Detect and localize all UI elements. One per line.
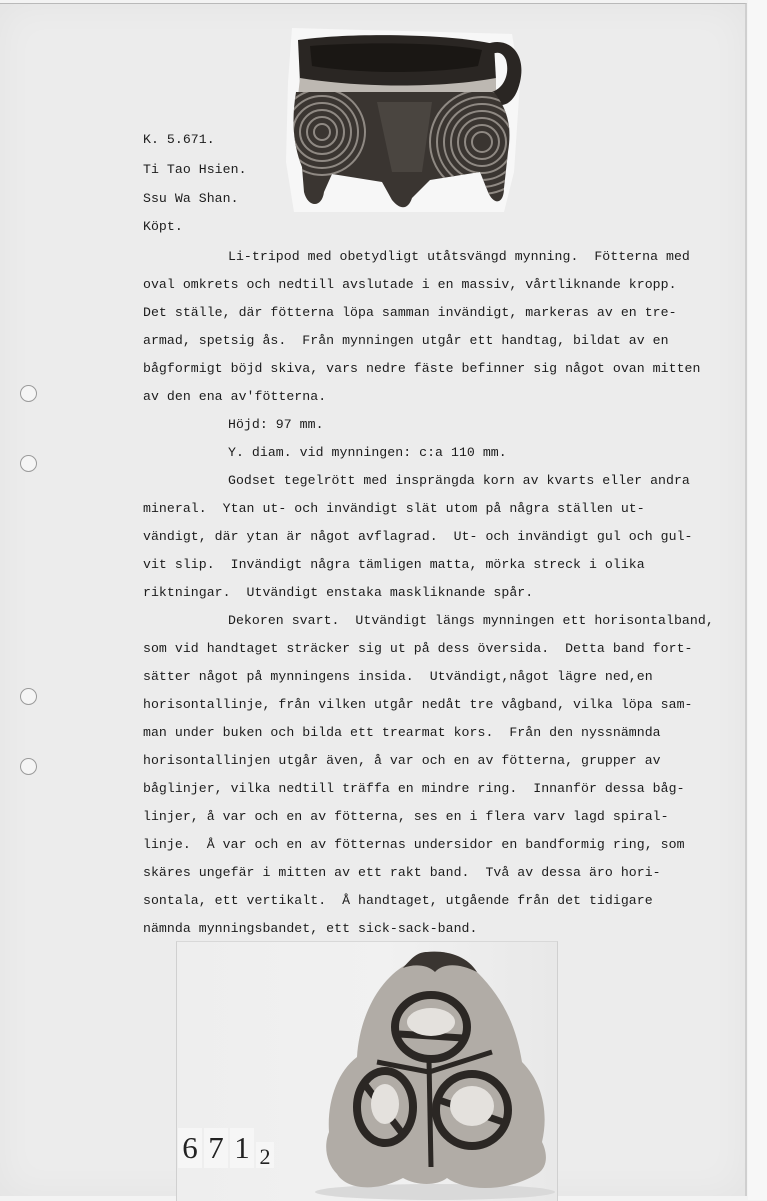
description-line: vändigt, där ytan är något avflagrad. Ut- och invändigt gul och gul- <box>143 529 693 544</box>
description-line: nämnda mynningsbandet, ett sick-sack-band. <box>143 921 478 936</box>
description-line: bågformigt böjd skiva, vars nedre fäste befinner sig något ovan mitten <box>143 361 701 376</box>
punch-hole-icon <box>20 758 37 775</box>
photo-number-label <box>178 1128 274 1168</box>
description-line: armad, spetsig ås. Från mynningen utgår ett handtag, bildat av en <box>143 333 669 348</box>
tripod-vessel-side-view-icon <box>282 22 524 214</box>
description-line: skäres ungefär i mitten av ett rakt band. Två av dessa äro hori- <box>143 865 661 880</box>
description-line: mineral. Ytan ut- och invändigt slät utom på några ställen ut- <box>143 501 645 516</box>
location-site: Ssu Wa Shan. <box>143 191 239 206</box>
description-line: som vid handtaget sträcker sig ut på dess översida. Detta band fort- <box>143 641 693 656</box>
description-line: sätter något på mynningens insida. Utvändigt,något lägre ned,en <box>143 669 653 684</box>
description-line: Höjd: 97 mm. <box>228 417 324 432</box>
description-line: båglinjer, vilka nedtill träffa en mindre ring. Innanför dessa båg- <box>143 781 685 796</box>
scan-margin <box>748 0 767 1200</box>
photo-number-digit: 7 <box>204 1128 228 1168</box>
description-body <box>143 243 743 943</box>
punch-hole-icon <box>20 385 37 402</box>
description-line: sontala, ett vertikalt. Å handtaget, utgående från det tidigare <box>143 893 653 908</box>
description-line: oval omkrets och nedtill avslutade i en massiv, vårtliknande kropp. <box>143 277 677 292</box>
photo-number-digit: 6 <box>178 1128 202 1168</box>
location-district: Ti Tao Hsien. <box>143 162 247 177</box>
description-line: vit slip. Invändigt några tämligen matta, mörka streck i olika <box>143 557 645 572</box>
description-line: Li-tripod med obetydligt utåtsvängd mynning. Fötterna med <box>228 249 690 264</box>
punch-hole-icon <box>20 688 37 705</box>
description-line: Dekoren svart. Utvändigt längs mynningen ett horisontalband, <box>228 613 714 628</box>
acquisition-note: Köpt. <box>143 219 183 234</box>
description-line: linje. Å var och en av fötternas undersidor en bandformig ring, som <box>143 837 685 852</box>
description-line: Y. diam. vid mynningen: c:a 110 mm. <box>228 445 507 460</box>
punch-hole-icon <box>20 455 37 472</box>
description-line: horisontallinje, från vilken utgår nedåt tre vågband, vilka löpa sam- <box>143 697 693 712</box>
description-line: riktningar. Utvändigt enstaka maskliknande spår. <box>143 585 534 600</box>
catalog-number: K. 5.671. <box>143 132 215 147</box>
description-line: horisontallinjen utgår även, å var och en av fötterna, grupper av <box>143 753 661 768</box>
description-line: av den ena av'fötterna. <box>143 389 327 404</box>
photo-number-subscript: 2 <box>256 1142 274 1168</box>
description-line: Det ställe, där fötterna löpa samman invändigt, markeras av en tre- <box>143 305 677 320</box>
description-line: man under buken och bilda ett trearmat kors. Från den nyssnämnda <box>143 725 661 740</box>
description-line: Godset tegelrött med insprängda korn av kvarts eller andra <box>228 473 690 488</box>
photo-number-digit: 1 <box>230 1128 254 1168</box>
description-line: linjer, å var och en av fötterna, ses en i flera varv lagd spiral- <box>143 809 669 824</box>
